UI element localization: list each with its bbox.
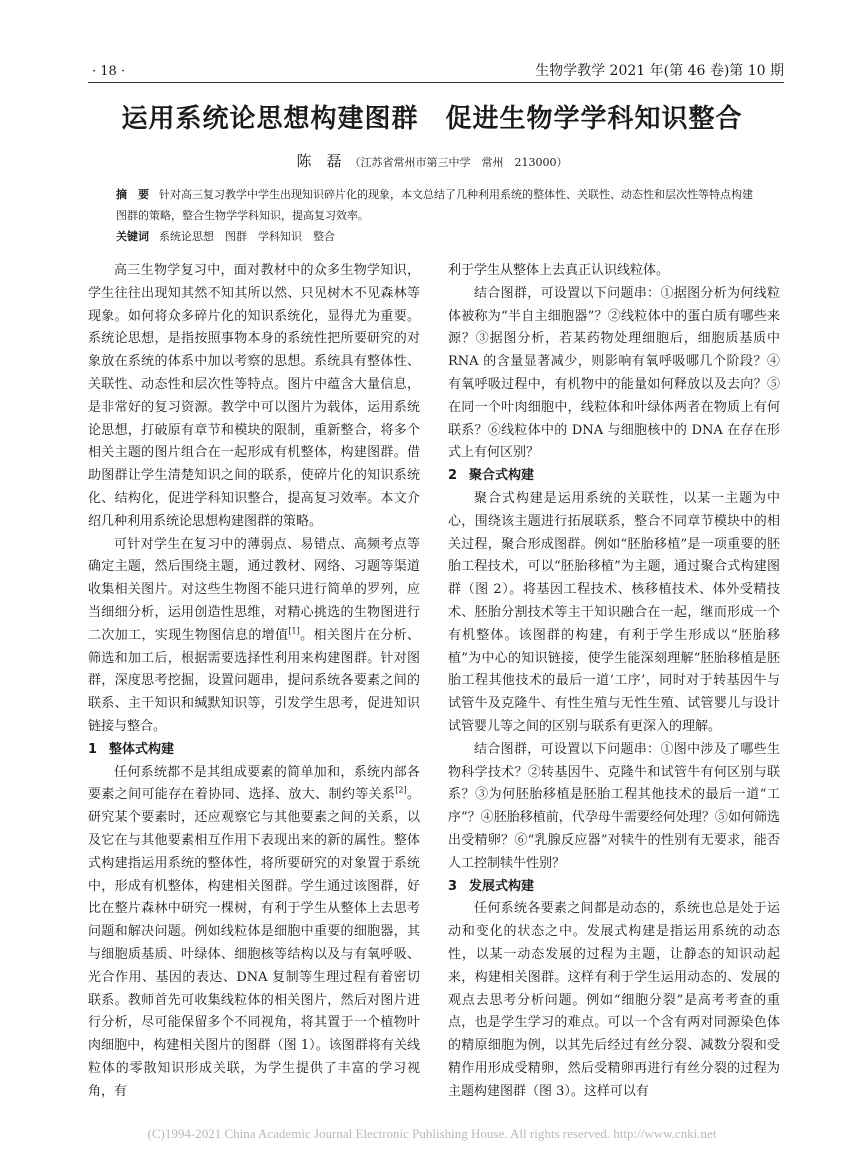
citation[interactable]: [1] xyxy=(288,626,300,636)
paragraph: 任何系统各要素之间都是动态的，系统也总是处于运动和变化的状态之中。发展式构建是指运用系统的动态性，以某一动态发展的过程为主题，让静态的知识动起来，构建相关图群。这样有利于学生运用动态的、发展的观点去思考分析问题。例如“细胞分裂”是高考考查的重点，也是学生学习的难点。可以一个含有两对同源染色体的精原细胞为例，以其先后经过有丝分裂、减数分裂和受精作用形成受精卵，然后受精卵再进行有丝分裂的过程为主题构建图群（图 3）。这样可以有 xyxy=(448,901,780,1099)
journal-header: 生物学教学 2021 年(第 46 卷)第 10 期 xyxy=(535,63,784,79)
section-number: 3 xyxy=(448,878,458,894)
paragraph: 聚合式构建是运用系统的关联性，以某一主题为中心，围绕该主题进行拓展联系，整合不同章节模块中的相关过程，聚合形成图群。例如“胚胎移植”是一项重要的胚胎工程技术，可以“胚胎移植”为主题，通过聚合式构建图群（图 2）。将基因工程技术、核移植技术、体外受精技术、胚胎分割技术等主干知识融合在一起，继而形成一个有机整体。该图群的构建，有利于学生形成以“胚胎移植”为中心的知识链接，使学生能深刻理解“胚胎移植是胚胎工程其他技术的最后一道‘工序’，同时对于转基因牛与试管牛及克隆牛、有性生殖与无性生殖、试管婴儿与设计试管婴儿等之间的区别与联系有更深入的理解。 xyxy=(448,490,780,734)
abstract-text: 针对高三复习教学中学生出现知识碎片化的现象，本文总结了几种利用系统的整体性、关联性、动态性和层次性等特点构建图群的策略，整合生物学学科知识，提高复习效率。 xyxy=(116,188,753,222)
abstract-label: 摘 要 xyxy=(116,188,149,201)
paragraph xyxy=(88,534,420,739)
author-name: 陈 磊 xyxy=(296,152,342,170)
paragraph-text: 。相关图片在分析、筛选和加工后，根据需要选择性利用来构建图群。针对图群，深度思考挖掘，设置问题串，提问系统各要素之间的联系、主干知识和缄默知识等，引发学生思考，促进知识链接与整合。 xyxy=(88,627,420,734)
left-column xyxy=(88,260,420,1103)
paragraph-text: 。研究某个要素时，还应观察它与其他要素之间的关系，以及它在与其他要素相互作用下表现出来的新的属性。整体式构建指运用系统的整体性，将所要研究的对象置于系统中，形成有机整体，构建相关图群。学生通过该图群，好比在整片森林中研究一棵树，有利于学生从整体上去思考问题和解决问题。例如线粒体是细胞中重要的细胞器，其与细胞质基质、叶绿体、细胞核等结构以及与有氧呼吸、光合作用、基因的表达、DNA 复制等生理过程有着密切联系。教师首先可收集线粒体的相关图片，然后对图片进行分析，尽可能保留多个不同视角，将其置于一个植物叶肉细胞中，构建相关图片的图群（图 1）。该图群将有关线粒体的零散知识形成关联，为学生提供了丰富的学习视角，有 xyxy=(88,787,420,1099)
author-affiliation: （江苏省常州市第三中学 常州 213000） xyxy=(349,156,568,169)
section-heading-1 xyxy=(88,739,420,762)
keywords-label: 关键词 xyxy=(116,230,149,243)
copyright-footer: (C)1994-2021 China Academic Journal Electronic Publishing House. All rights reserved. http://www.cnki.net xyxy=(147,1126,717,1141)
paragraph-text: 任何系统都不是其组成要素的简单加和，系统内部各要素之间可能存在着协同、选择、放大、制约等关系 xyxy=(88,764,420,803)
section-number: 2 xyxy=(448,468,458,484)
abstract-block xyxy=(116,184,754,247)
citation[interactable]: [2] xyxy=(395,786,407,795)
paragraph: 高三生物学复习中，面对教材中的众多生物学知识，学生往往出现知其然不知其所以然、只见树木不见森林等现象。如何将众多碎片化的知识系统化，显得尤为重要。系统论思想，是指按照事物本身的系统性把所要研究的对象放在系统的体系中加以考察的思想。系统具有整体性、关联性、动态性和层次性等特点。图片中蕴含大量信息，是非常好的复习资源。教学中可以图片为载体，运用系统论思想，打破原有章节和模块的限制，重新整合，将多个相关主题的图片组合在一起形成有机整体，构建图群。借助图群让学生清楚知识之间的联系，使碎片化的知识系统化、结构化，促进学科知识整合，提高复习效率。本文介绍几种利用系统论思想构建图群的策略。 xyxy=(88,263,420,529)
section-heading-3 xyxy=(448,876,780,899)
right-column xyxy=(448,260,780,1103)
paragraph: 结合图群，可设置以下问题串：①据图分析为何线粒体被称为“半自主细胞器”？②线粒体中的蛋白质有哪些来源？③据图分析，若某药物处理细胞后，细胞质基质中 RNA 的含量显著减少，则影响有氧呼吸哪几个阶段？④有氧呼吸过程中，有机物中的能量如何释放以及去向？⑤在同一个叶肉细胞中，线粒体和叶绿体两者在物质上有何联系？⑥线粒体中的 DNA 与细胞核中的 DNA 在存在形式上有何区别？ xyxy=(448,285,780,461)
paragraph-text: 可针对学生在复习中的薄弱点、易错点、高频考点等确定主题，然后围绕主题，通过教材、网络、习题等渠道收集相关图片。对这些生物图不能只进行简单的罗列，应当细细分析，运用创造性思维，对精心挑选的生物图进行二次加工，实现生物图信息的增值 xyxy=(88,536,420,643)
keywords xyxy=(116,226,754,247)
section-title: 发展式构建 xyxy=(469,878,535,894)
paragraph: 利于学生从整体上去真正认识线粒体。 xyxy=(448,263,670,278)
page-number: · 18 · xyxy=(92,64,126,79)
section-title: 整体式构建 xyxy=(109,741,175,757)
paragraph xyxy=(88,762,420,1104)
keywords-text: 系统论思想 图群 学科知识 整合 xyxy=(159,230,335,243)
section-title: 聚合式构建 xyxy=(469,468,535,484)
paragraph: 结合图群，可设置以下问题串：①图中涉及了哪些生物科学技术？②转基因牛、克隆牛和试管牛有何区别与联系？③为何胚胎移植是胚胎工程其他技术的最后一道“工序”？④胚胎移植前，代孕母牛需要经何处理？⑤如何筛选出受精卵？⑥“乳腺反应器”对犊牛的性别有无要求，能否人工控制犊牛性别？ xyxy=(448,741,780,871)
abstract xyxy=(116,184,754,226)
section-number: 1 xyxy=(88,741,98,757)
header-rule xyxy=(88,82,784,83)
section-heading-2 xyxy=(448,465,780,488)
author-line xyxy=(0,150,864,171)
article-title: 运用系统论思想构建图群 促进生物学学科知识整合 xyxy=(121,104,743,134)
